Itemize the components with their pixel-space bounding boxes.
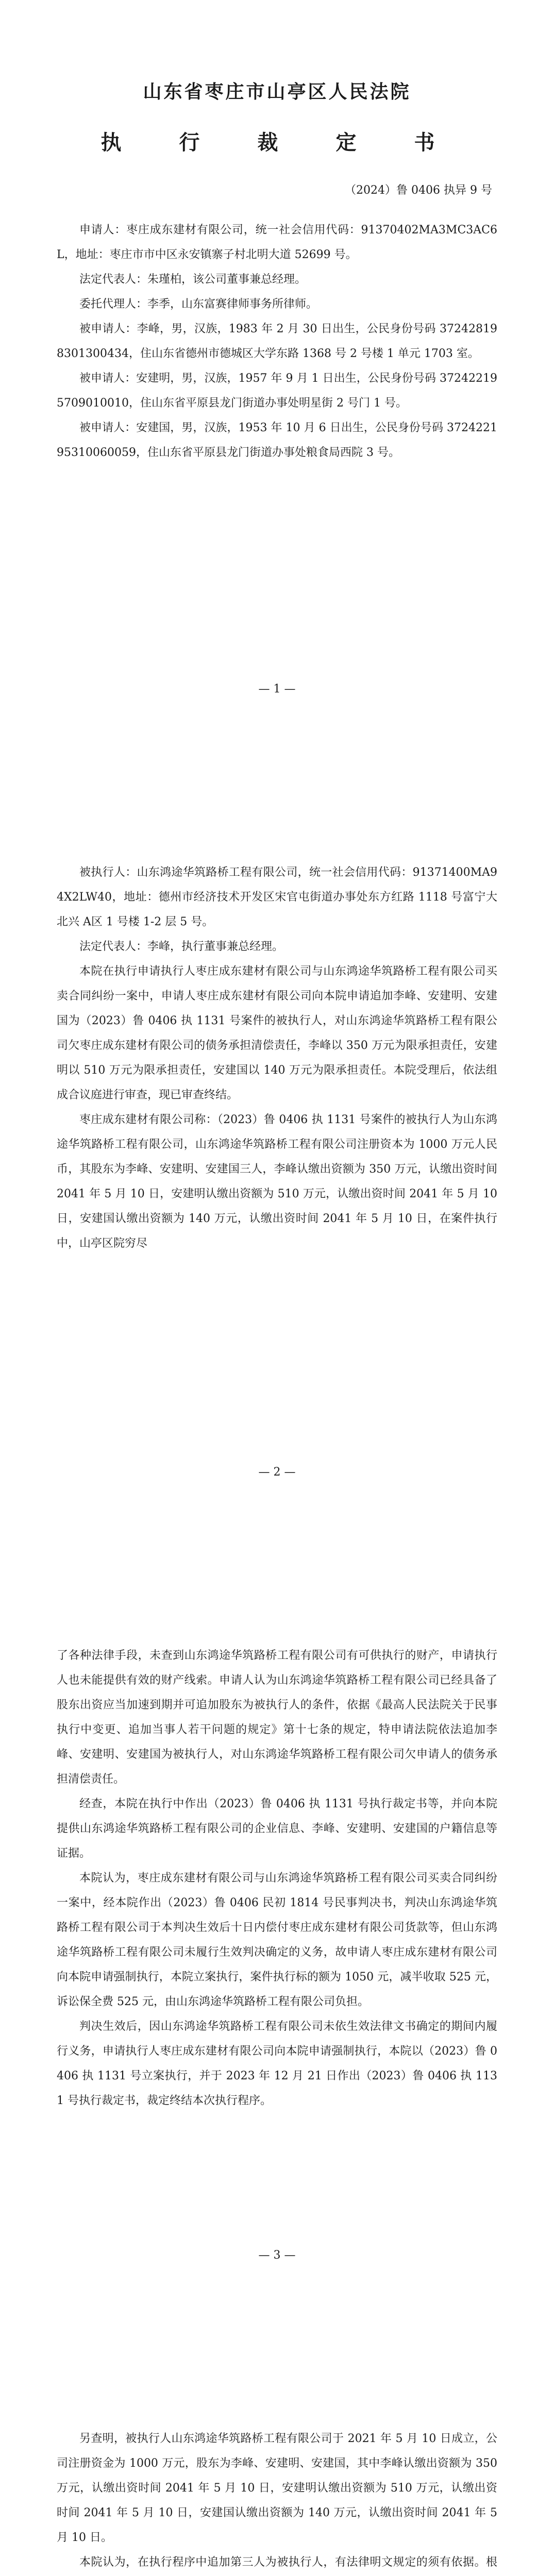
further-findings: 另查明，被执行人山东鸿途华筑路桥工程有限公司于 2021 年 5 月 10 日成立，公司注册资金为 1000 万元，股东为李峰、安建明、安建国，其中李峰认缴出资额为 350 万元，认缴出资时间 2041 年 5 月 10 日，安建明认缴出资额为 510 万元，认缴出资时间 2041 年 5 月 10 日，安建国认缴出资额为 140 万元，认缴出资时间 2041 年 5 月 10 日。 xyxy=(57,2432,497,2544)
applicant-statement: 枣庄成东建材有限公司称：（2023）鲁 0406 执 1131 号案件的被执行人为山东鸿途华筑路桥工程有限公司，山东鸿途华筑路桥工程有限公司注册资本为 1000 万元人民币，其股东为李峰、安建明、安建国三人，李峰认缴出资额为 350 万元，认缴出资时间 2041 年 5 月 10 日，安建明认缴出资额为 510 万元，认缴出资时间 2041 年 5 月 10 日，安建国认缴出资额为 140 万元，认缴出资时间 2041 年 5 月 10 日，在案件执行中，山亭区院穷尽 xyxy=(57,1113,497,1250)
party-legal-representative: 法定代表人：李峰，执行董事兼总经理。 xyxy=(79,940,284,953)
party-agent: 委托代理人：李季，山东富赛律师事务所律师。 xyxy=(79,298,318,311)
court-name: 山东省枣庄市山亭区人民法院 xyxy=(143,81,411,103)
page-number: — 1 — xyxy=(258,683,296,696)
evidence-paragraph: 经查，本院在执行中作出（2023）鲁 0406 执 1131 号执行裁定书等，并向本院提供山东鸿途华筑路桥工程有限公司的企业信息、李峰、安建明、安建国的户籍信息等证据。 xyxy=(57,1798,497,1860)
court-finding: 判决生效后，因山东鸿途华筑路桥工程有限公司未依生效法律文书确定的期间内履行义务，申请执行人枣庄成东建材有限公司向本院申请强制执行，本院以（2023）鲁 0406 执 1131 号立案执行，并于 2023 年 12 月 21 日作出（2023）鲁 0406 执 1131 号执行裁定书，裁定终结本次执行程序。 xyxy=(57,2020,497,2107)
document-page-1 xyxy=(0,0,554,757)
court-reasoning: 本院认为，在执行程序中追加第三人为被执行人，有法律明文规定的须有依据。根 xyxy=(79,2556,497,2569)
page-number: — 3 — xyxy=(258,2249,296,2262)
applicant-statement-continued: 了各种法律手段，未查到山东鸿途华筑路桥工程有限公司有可供执行的财产，申请执行人也未能提供有效的财产线索。申请人认为山东鸿途华筑路桥工程有限公司已经具备了股东出资应当加速到期并可追加股东为被执行人的条件，依据《最高人民法院关于民事执行中变更、追加当事人若干问题的规定》第十七条的规定，特申请法院依法追加李峰、安建明、安建国为被执行人，对山东鸿途华筑路桥工程有限公司欠申请人的债务承担清偿责任。 xyxy=(57,1649,497,1786)
party-legal-representative: 法定代表人：朱瑾柏，该公司董事兼总经理。 xyxy=(79,273,307,286)
case-background: 本院在执行申请执行人枣庄成东建材有限公司与山东鸿途华筑路桥工程有限公司买卖合同纠纷一案中，申请人枣庄成东建材有限公司向本院申请追加李峰、安建明、安建国为（2023）鲁 0406 执 1131 号案件的被执行人，对山东鸿途华筑路桥工程有限公司欠枣庄成东建材有限公司的债务承担清偿责任，李峰以 350 万元为限承担责任，安建明以 510 万元为限承担责任，安建国以 140 万元为限承担责任。本院受理后，依法组成合议庭进行审查，现已审查终结。 xyxy=(57,965,497,1101)
party-respondent: 被申请人：安建明，男，汉族，1957 年 9 月 1 日出生，公民身份号码 372422195709010010，住山东省平原县龙门街道办事处明星街 2 号门 1 号。 xyxy=(57,372,497,410)
page-number: — 2 — xyxy=(258,1466,296,1479)
case-number: （2024）鲁 0406 执异 9 号 xyxy=(345,184,492,197)
party-respondent: 被申请人：安建国，男，汉族，1953 年 10 月 6 日出生，公民身份号码 372422195310060059，住山东省平原县龙门街道办事处粮食局西院 3 号。 xyxy=(57,421,497,459)
document-page-2 xyxy=(0,783,554,1540)
party-respondent: 被申请人：李峰，男，汉族，1983 年 2 月 30 日出生，公民身份号码 372428198301300434，住山东省德州市德城区大学东路 1368 号 2 号楼 1 单元 1703 室。 xyxy=(57,323,497,360)
court-finding: 本院认为，枣庄成东建材有限公司与山东鸿途华筑路桥工程有限公司买卖合同纠纷一案中，经本院作出（2023）鲁 0406 民初 1814 号民事判决书，判决山东鸿途华筑路桥工程有限公司于本判决生效后十日内偿付枣庄成东建材有限公司货款等，但山东鸿途华筑路桥工程有限公司未履行生效判决确定的义务，故申请人枣庄成东建材有限公司向本院申请强制执行，本院立案执行，案件执行标的额为 1050 元，减半收取 525 元，诉讼保全费 525 元，由山东鸿途华筑路桥工程有限公司负担。 xyxy=(57,1872,497,2008)
document-page-3 xyxy=(0,1566,554,2324)
document-title: 执 行 裁 定 书 xyxy=(100,130,454,155)
document-page-4 xyxy=(0,2349,554,2576)
party-executed: 被执行人：山东鸿途华筑路桥工程有限公司，统一社会信用代码：91371400MA94X2LW40，地址：德州市经济技术开发区宋官屯街道办事处东方红路 1118 号富宁大北兴 A区 1 号楼 1-2 层 5 号。 xyxy=(57,866,497,928)
party-applicant: 申请人：枣庄成东建材有限公司，统一社会信用代码：91370402MA3MC3AC6L，地址：枣庄市市中区永安镇寨子村北明大道 52699 号。 xyxy=(57,224,497,261)
